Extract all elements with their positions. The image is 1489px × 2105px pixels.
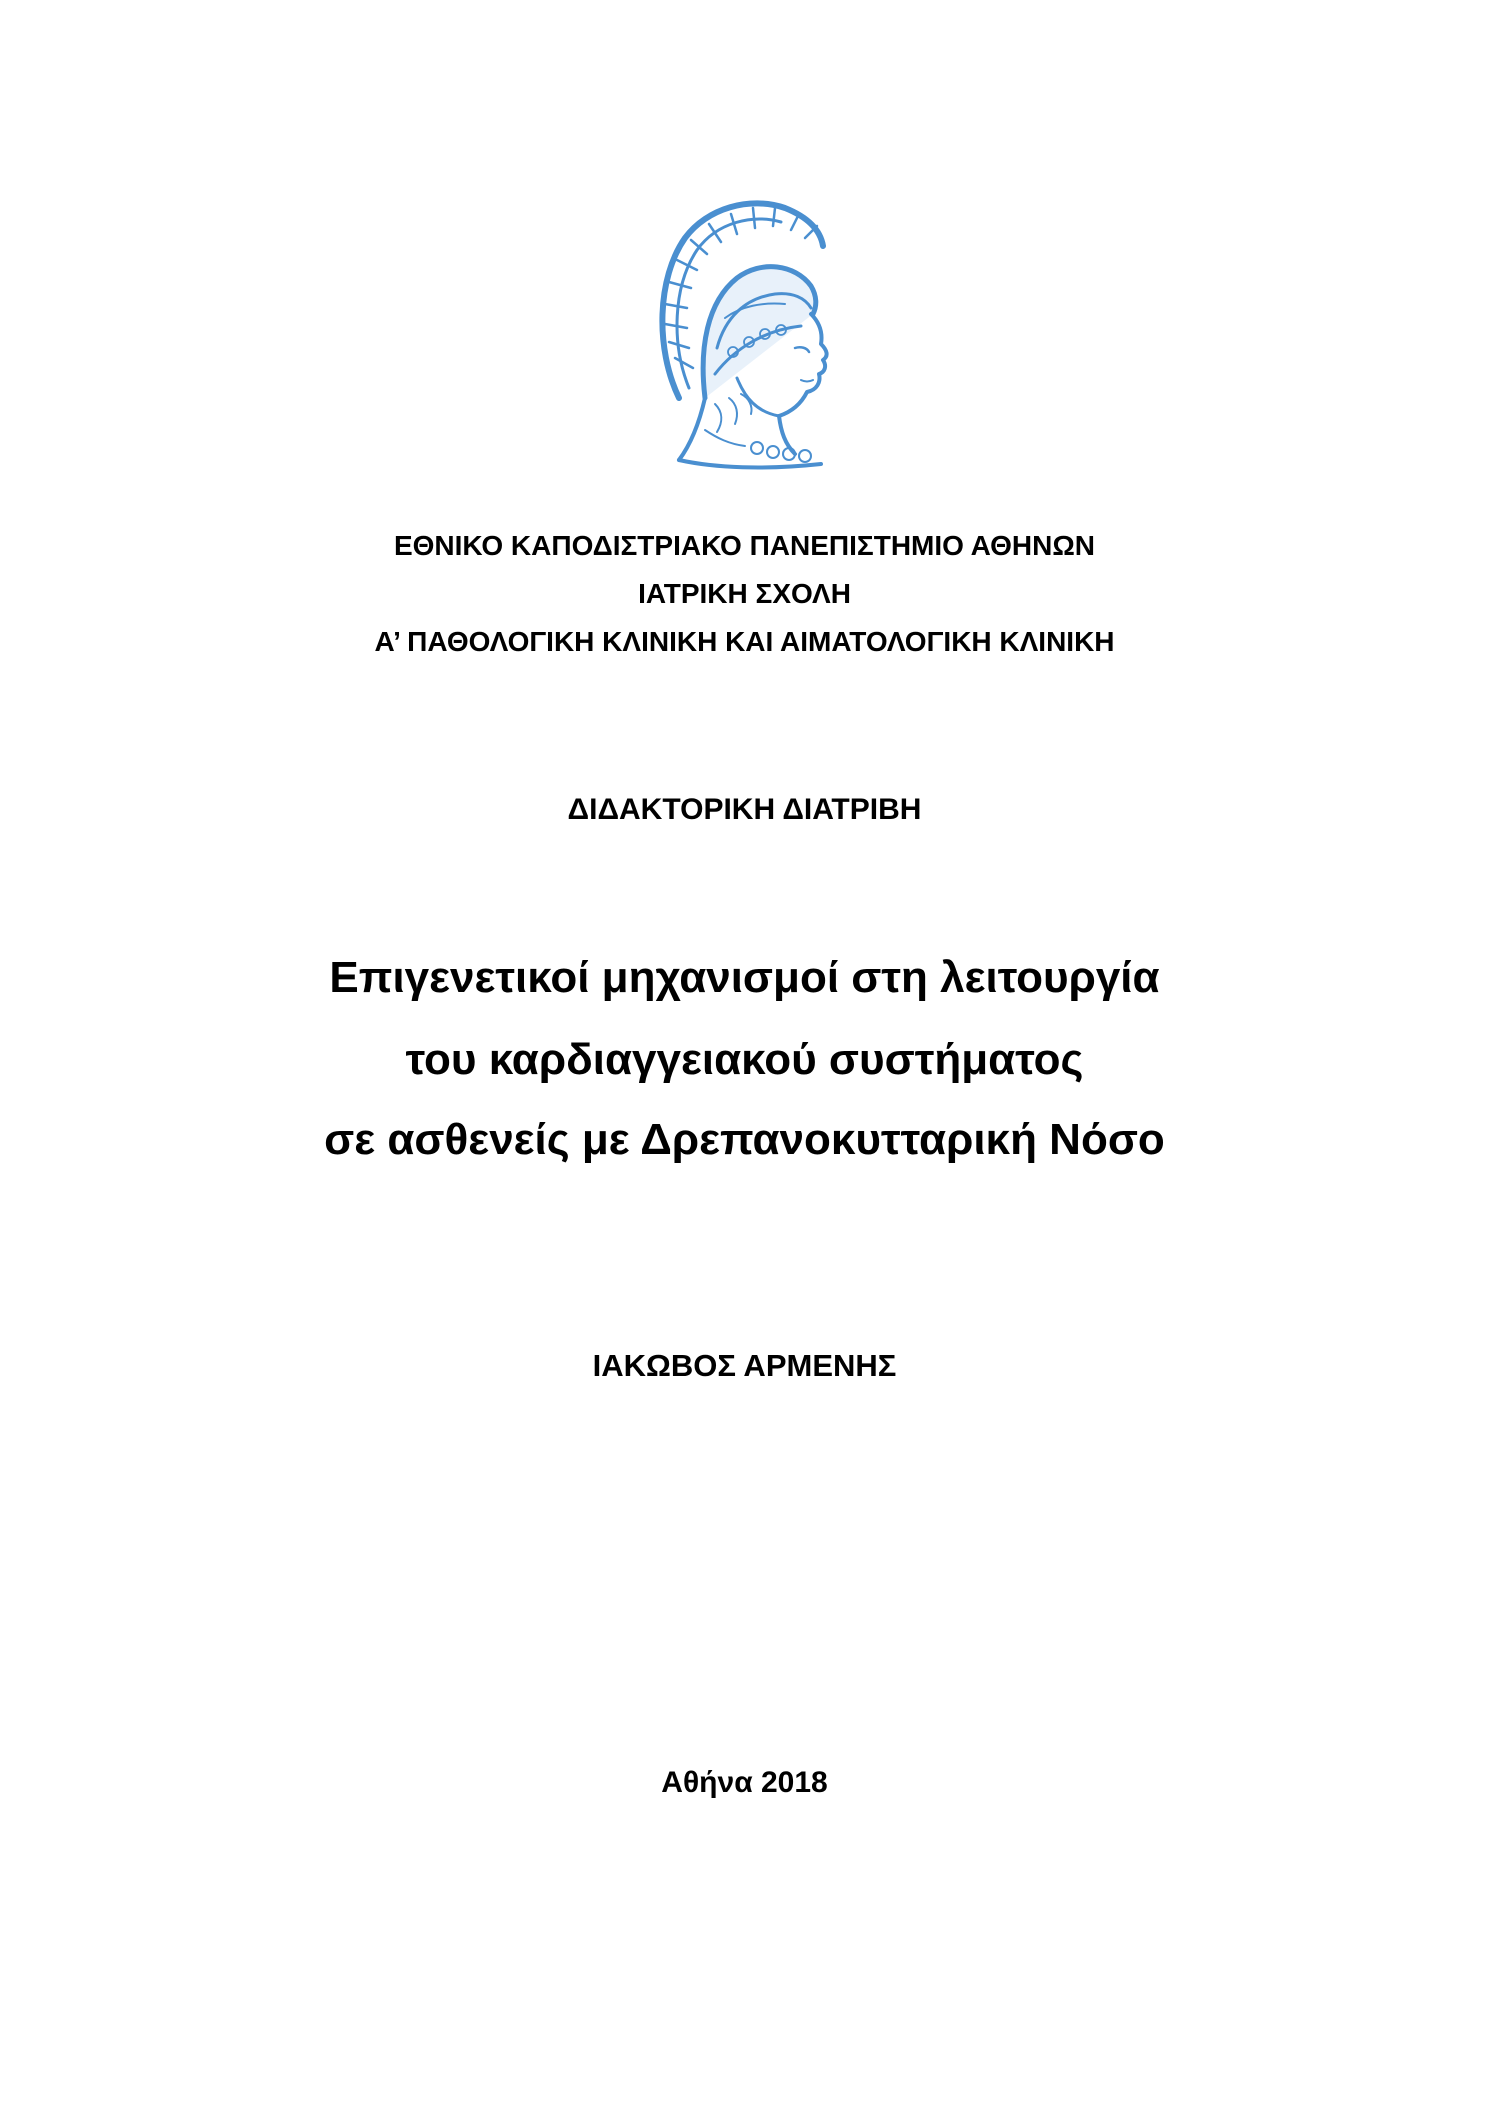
thesis-title-line-1: Επιγενετικοί μηχανισμοί στη λειτουργία bbox=[329, 953, 1160, 1002]
author-name: ΙΑΚΩΒΟΣ ΑΡΜΕΝΗΣ bbox=[592, 1348, 897, 1383]
clinic-name: Α’ ΠΑΘΟΛΟΓΙΚΗ ΚΛΙΝΙΚΗ ΚΑΙ ΑΙΜΑΤΟΛΟΓΙΚΗ ΚΛΙΝΙΚΗ bbox=[374, 626, 1115, 657]
thesis-title-line-2: του καρδιαγγειακού συστήματος bbox=[405, 1035, 1084, 1084]
document-type: ΔΙΔΑΚΤΟΡΙΚΗ ΔΙΑΤΡΙΒΗ bbox=[567, 793, 922, 826]
athena-head-logo bbox=[645, 198, 835, 474]
thesis-title-line-3: σε ασθενείς με Δρεπανοκυτταρική Νόσο bbox=[324, 1115, 1165, 1164]
school-name: ΙΑΤΡΙΚΗ ΣΧΟΛΗ bbox=[638, 578, 851, 609]
place-and-date: Αθήνα 2018 bbox=[661, 1766, 828, 1799]
university-name: ΕΘΝΙΚΟ ΚΑΠΟΔΙΣΤΡΙΑΚΟ ΠΑΝΕΠΙΣΤΗΜΙΟ ΑΘΗΝΩΝ bbox=[393, 530, 1096, 561]
